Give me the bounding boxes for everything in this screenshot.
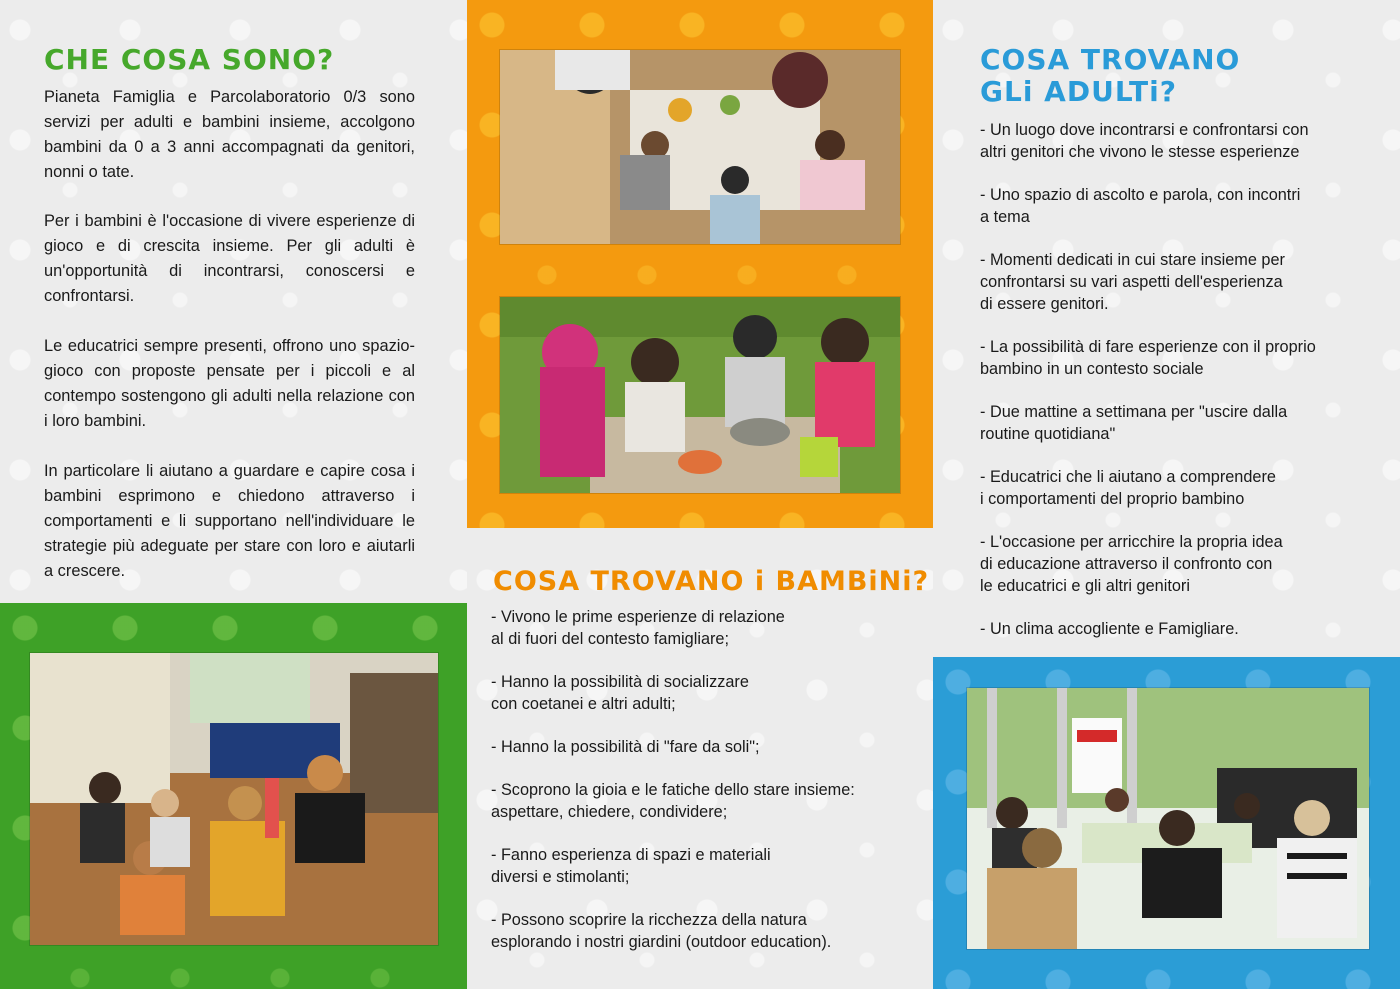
right-panel: [933, 0, 1400, 989]
heading-line-2: GLi ADULTi?: [980, 75, 1177, 108]
list-item: - Educatrici che li aiutano a comprendere i comportamenti del proprio bambino: [980, 468, 1276, 508]
green-photo-frame: [0, 603, 467, 989]
heading-line-1: COSA TROVANO: [980, 43, 1241, 76]
children-paragraph: Per i bambini è l'occasione di vivere esperienze di gioco e di crescita insieme. Per gli adulti è un'opportunità di incontrarsi, conoscersi e confrontarsi.: [44, 212, 415, 305]
list-item: - Hanno la possibilità di socializzare con coetanei e altri adulti;: [491, 673, 749, 713]
intro-paragraph: Pianeta Famiglia e Parcolaboratorio 0/3 sono servizi per adulti e bambini insieme, accolgono bambini da 0 a 3 anni accompagnati da genitori, nonni o tate.: [44, 88, 415, 181]
heading-che-cosa-sono: CHE COSA SONO?: [44, 43, 335, 76]
list-item: - Fanno esperienza di spazi e materiali diversi e stimolanti;: [491, 846, 771, 886]
left-panel: [0, 0, 467, 989]
list-item: - Scoprono la gioia e le fatiche dello stare insieme: aspettare, chiedere, condividere;: [491, 781, 855, 821]
list-item: - Un luogo dove incontrarsi e confrontarsi con altri genitori che vivono le stesse esperienze: [980, 121, 1309, 161]
photo-garden-play: [499, 296, 901, 494]
list-item: - Uno spazio di ascolto e parola, con incontri a tema: [980, 186, 1301, 226]
list-item: - Un clima accogliente e Famigliare.: [980, 620, 1239, 638]
list-item: - Possono scoprire la ricchezza della natura esplorando i nostri giardini (outdoor education).: [491, 911, 832, 951]
children-bullet-list: [491, 606, 911, 974]
list-item: - Vivono le prime esperienze di relazione al di fuori del contesto famigliare;: [491, 608, 785, 648]
orange-photo-frame: [467, 0, 933, 528]
educators-paragraph: Le educatrici sempre presenti, offrono uno spazio-gioco con proposte pensate per i piccoli e al contempo sostengono gli adulti nella relazione con i loro bambini.: [44, 337, 415, 430]
adults-bullet-list: [980, 119, 1380, 661]
blue-photo-frame: [933, 657, 1400, 989]
heading-cosa-trovano-bambini: COSA TROVANO i BAMBiNi?: [493, 566, 930, 597]
list-item: - Momenti dedicati in cui stare insieme per confrontarsi su vari aspetti dell'esperienza di essere genitori.: [980, 251, 1285, 313]
heading-cosa-trovano-adulti: [980, 44, 1240, 108]
photo-indoor-playroom: [29, 652, 439, 946]
photo-parents-meeting: [966, 687, 1370, 950]
list-item: - La possibilità di fare esperienze con il proprio bambino in un contesto sociale: [980, 338, 1316, 378]
strategies-paragraph: In particolare li aiutano a guardare e capire cosa i bambini esprimono e chiedono attraverso i comportamenti e li supportano nell'individuare le strategie più adeguate per stare con loro e aiutarli a crescere.: [44, 462, 415, 580]
list-item: - Hanno la possibilità di "fare da soli";: [491, 738, 760, 756]
middle-panel: [467, 0, 933, 989]
list-item: - Due mattine a settimana per "uscire dalla routine quotidiana": [980, 403, 1288, 443]
photo-table-activity: [499, 49, 901, 245]
list-item: - L'occasione per arricchire la propria idea di educazione attraverso il confronto con le educatrici e gli altri genitori: [980, 533, 1283, 595]
